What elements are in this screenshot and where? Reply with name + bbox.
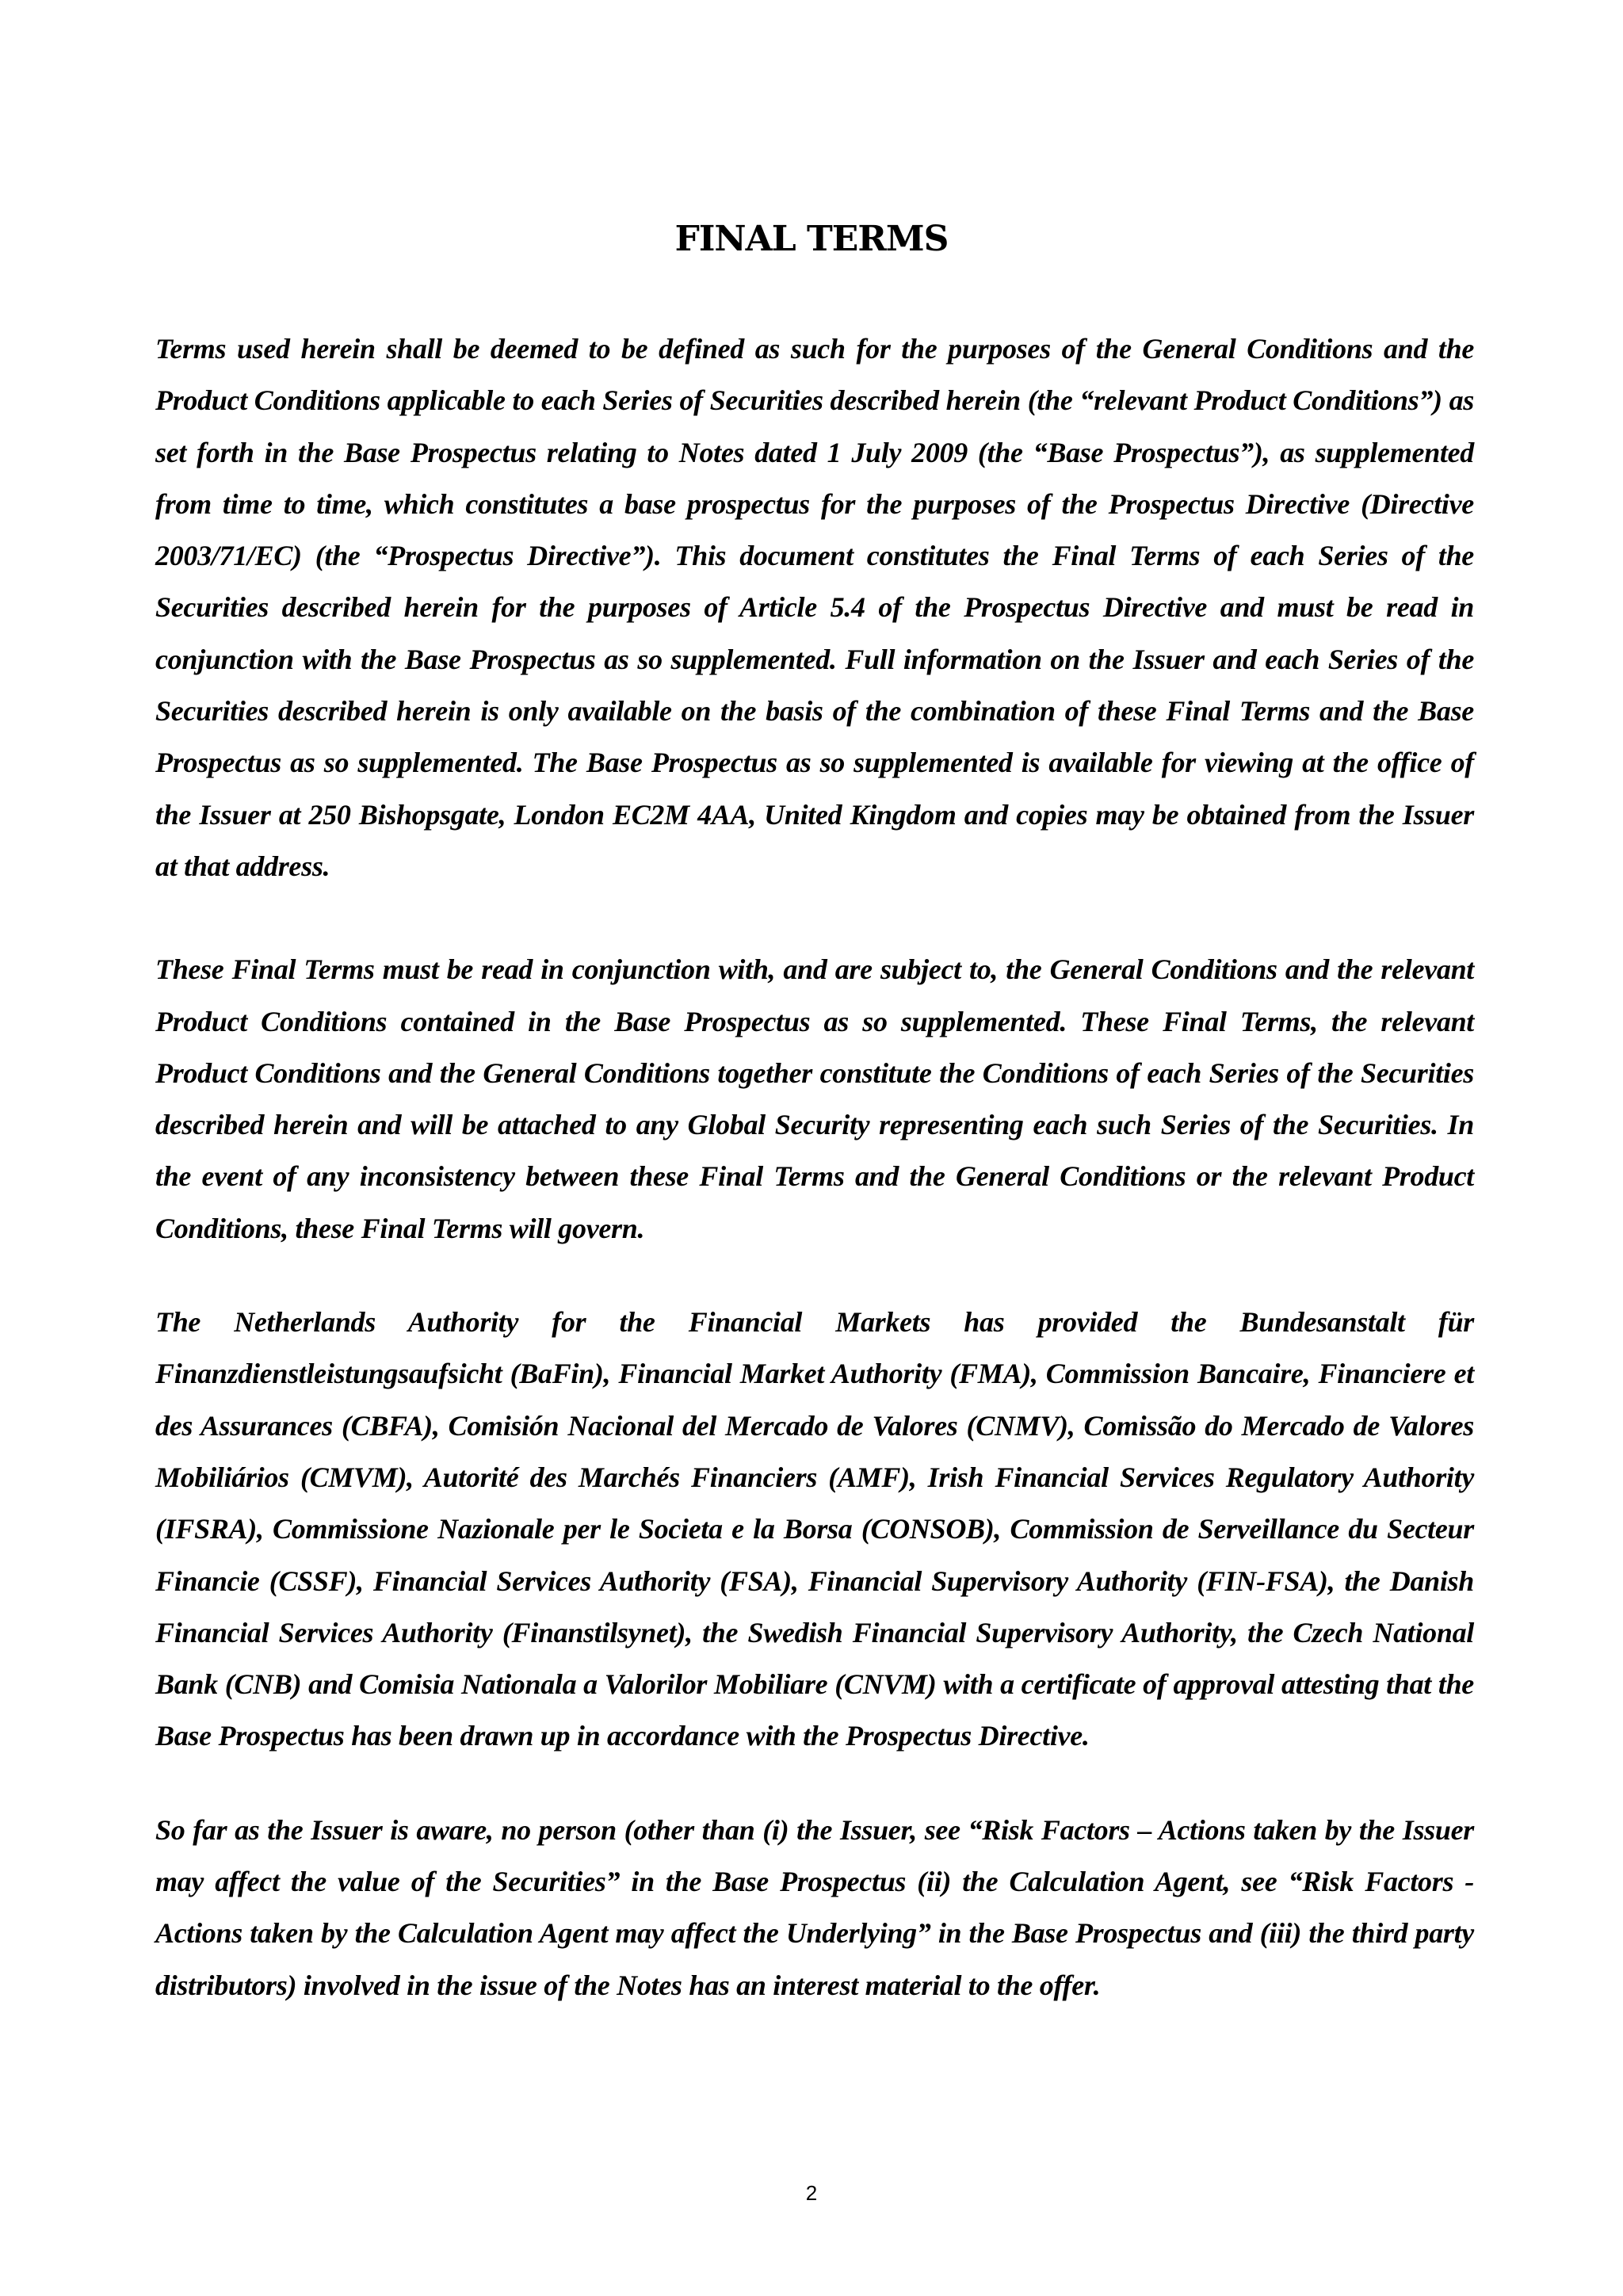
paragraph-read-in-conjunction: These Final Terms must be read in conjunction with, and are subject to, the General Conditions and the relevant Product Conditions contained in the Base Prospectus as so supplemented. These Final Terms, the relevant Product Conditions and the General Conditions together constitute the Conditions of each Series of the Securities described herein and will be attached to any Global Security representing each such Series of the Securities. In the event of any inconsistency between these Final Terms and the General Conditions or the relevant Product Conditions, these Final Terms will govern. bbox=[155, 953, 1474, 1244]
page-number: 2 bbox=[805, 2181, 818, 2205]
paragraph-terms-definition: Terms used herein shall be deemed to be defined as such for the purposes of the General Conditions and the Product Conditions applicable to each Series of Securities described herein (the “relevant Product Conditions”) as set forth in the Base Prospectus relating to Notes dated 1 July 2009 (the “Base Prospectus”), as supplemented from time to time, which constitutes a base prospectus for the purposes of the Prospectus Directive (Directive 2003/71/EC) (the “Prospectus Directive”). This document constitutes the Final Terms of each Series of the Securities described herein for the purposes of Article 5.4 of the Prospectus Directive and must be read in conjunction with the Base Prospectus as so supplemented. Full information on the Issuer and each Series of the Securities described herein is only available on the basis of the combination of these Final Terms and the Base Prospectus as so supplemented. The Base Prospectus as so supplemented is available for viewing at the office of the Issuer at 250 Bishopsgate, London EC2M 4AA, United Kingdom and copies may be obtained from the Issuer at that address. bbox=[155, 333, 1474, 882]
document-body bbox=[155, 323, 1474, 2011]
page-title: FINAL TERMS bbox=[674, 219, 949, 259]
paragraph-interests: So far as the Issuer is aware, no person (other than (i) the Issuer, see “Risk Factors – Actions taken by the Issuer may affect the value of the Securities” in the Base Prospectus (ii) the Calculation Agent, see “Risk Factors - Actions taken by the Calculation Agent may affect the Underlying” in the Base Prospectus and (iii) the third party distributors) involved in the issue of the Notes has an interest material to the offer. bbox=[155, 1813, 1474, 2001]
paragraph-authority-approval: The Netherlands Authority for the Financial Markets has provided the Bundesanstalt für Finanzdienstleistungsaufsicht (BaFin), Financial Market Authority (FMA), Commission Bancaire, Financiere et des Assurances (CBFA), Comisión Nacional del Mercado de Valores (CNMV), Comissão do Mercado de Valores Mobiliários (CMVM), Autorité des Marchés Financiers (AMF), Irish Financial Services Regulatory Authority (IFSRA), Commissione Nazionale per le Societa e la Borsa (CONSOB), Commission de Serveillance du Secteur Financie (CSSF), Financial Services Authority (FSA), Financial Supervisory Authority (FIN-FSA), the Danish Financial Services Authority (Finanstilsynet), the Swedish Financial Supervisory Authority, the Czech National Bank (CNB) and Comisia Nationala a Valorilor Mobiliare (CNVM) with a certificate of approval attesting that the Base Prospectus has been drawn up in accordance with the Prospectus Directive. bbox=[155, 1306, 1474, 1752]
